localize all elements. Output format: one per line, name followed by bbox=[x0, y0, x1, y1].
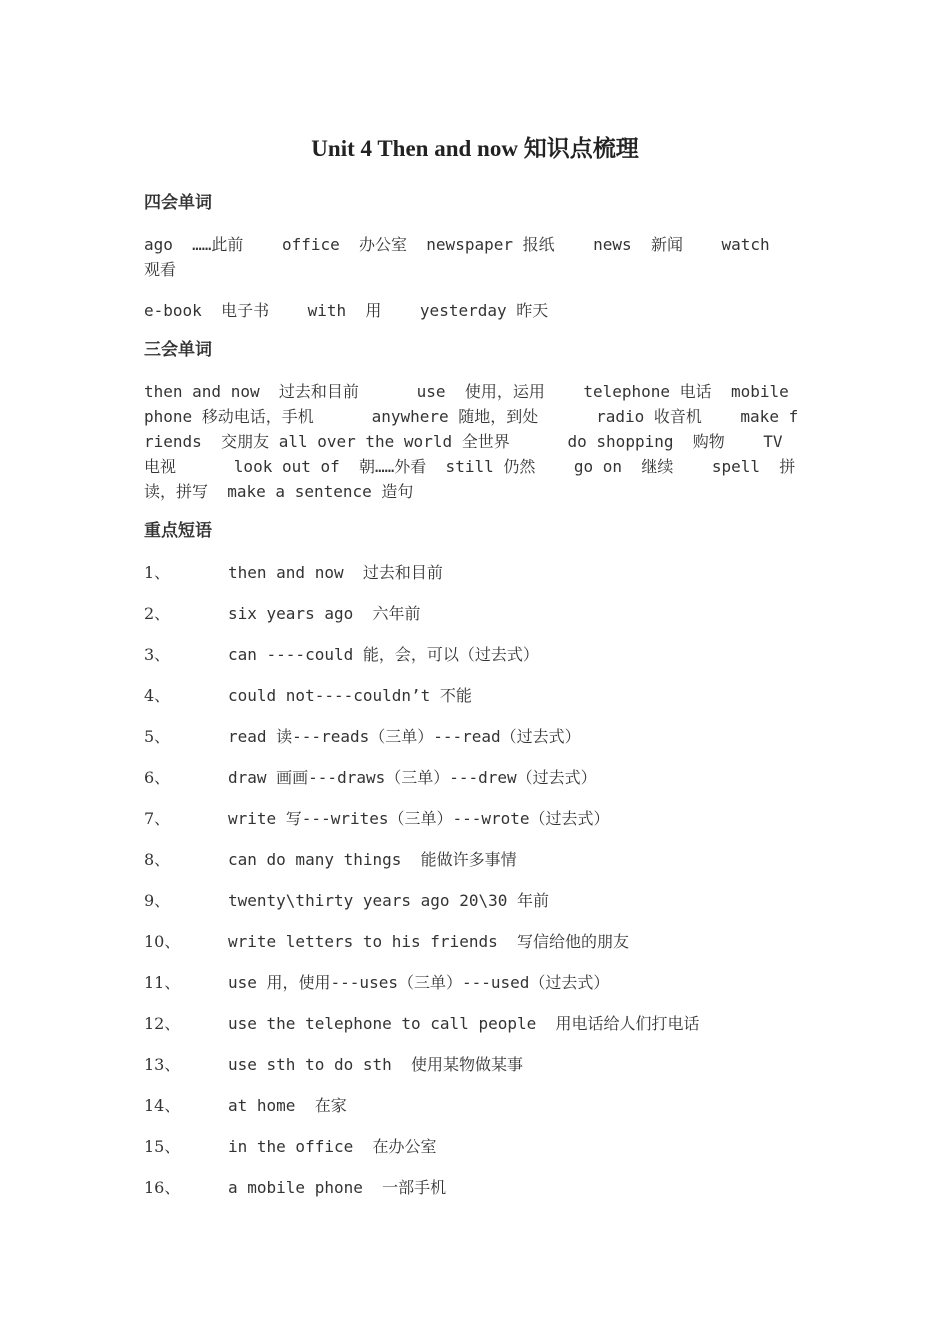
list-item bbox=[144, 1093, 844, 1118]
list-item bbox=[144, 806, 844, 831]
list-item-number: 5、 bbox=[144, 727, 171, 746]
list-item-number: 7、 bbox=[144, 809, 171, 828]
list-item-text: use 用，使用---uses（三单）---used（过去式） bbox=[228, 973, 610, 992]
list-item bbox=[144, 847, 844, 872]
list-item bbox=[144, 642, 844, 667]
list-item-text: write letters to his friends 写信给他的朋友 bbox=[228, 932, 629, 951]
list-item-text: twenty\thirty years ago 20\30 年前 bbox=[228, 891, 549, 910]
list-item-text: use sth to do sth 使用某物做某事 bbox=[228, 1055, 524, 1074]
list-item-number: 4、 bbox=[144, 686, 171, 705]
list-item bbox=[144, 765, 844, 790]
document-title: Unit 4 Then and now 知识点梳理 bbox=[311, 136, 639, 161]
list-item-number: 9、 bbox=[144, 891, 171, 910]
list-item-number: 16、 bbox=[144, 1178, 181, 1197]
list-item bbox=[144, 601, 844, 626]
four-skill-words-line-1: ago ……此前 office 办公室 newspaper 报纸 news 新闻 watch 观看 bbox=[144, 235, 789, 279]
section-heading-four-skill-words: 四会单词 bbox=[144, 193, 212, 213]
list-item-number: 11、 bbox=[144, 973, 181, 992]
list-item bbox=[144, 888, 844, 913]
list-item-number: 10、 bbox=[144, 932, 181, 951]
list-item bbox=[144, 1134, 844, 1159]
list-item-text: draw 画画---draws（三单）---drew（过去式） bbox=[228, 768, 597, 787]
list-item-text: in the office 在办公室 bbox=[228, 1137, 437, 1156]
section-heading-key-phrases: 重点短语 bbox=[144, 521, 212, 541]
list-item-text: at home 在家 bbox=[228, 1096, 347, 1115]
four-skill-words-line-2: e-book 电子书 with 用 yesterday 昨天 bbox=[144, 301, 549, 320]
list-item-number: 8、 bbox=[144, 850, 171, 869]
list-item bbox=[144, 1011, 844, 1036]
list-item-text: read 读---reads（三单）---read（过去式） bbox=[228, 727, 581, 746]
section-heading-three-skill-words: 三会单词 bbox=[144, 340, 212, 360]
list-item-number: 14、 bbox=[144, 1096, 181, 1115]
list-item-number: 12、 bbox=[144, 1014, 181, 1033]
list-item bbox=[144, 929, 844, 954]
list-item bbox=[144, 560, 844, 585]
list-item-number: 2、 bbox=[144, 604, 171, 623]
list-item bbox=[144, 683, 844, 708]
list-item bbox=[144, 1052, 844, 1077]
list-item-text: six years ago 六年前 bbox=[228, 604, 421, 623]
list-item-number: 15、 bbox=[144, 1137, 181, 1156]
list-item-text: then and now 过去和目前 bbox=[228, 563, 443, 582]
list-item-text: could not----couldn’t 不能 bbox=[228, 686, 472, 705]
three-skill-words-paragraph: then and now 过去和目前 use 使用，运用 telephone 电话 mobile phone 移动电话，手机 anywhere 随地，到处 radio 收音机 make friends 交朋友 all over the world 全世界 do shopping 购物 TV 电视 look out of 朝……外看 still 仍然 go on 继续 spell 拼读，拼写 make a sentence 造句 bbox=[144, 382, 802, 501]
list-item-number: 13、 bbox=[144, 1055, 181, 1074]
list-item-number: 1、 bbox=[144, 563, 171, 582]
list-item-number: 3、 bbox=[144, 645, 171, 664]
list-item-text: can ----could 能，会，可以（过去式） bbox=[228, 645, 539, 664]
list-item-text: can do many things 能做许多事情 bbox=[228, 850, 517, 869]
list-item-number: 6、 bbox=[144, 768, 171, 787]
list-item-text: write 写---writes（三单）---wrote（过去式） bbox=[228, 809, 610, 828]
list-item bbox=[144, 1175, 844, 1200]
list-item-text: use the telephone to call people 用电话给人们打电话 bbox=[228, 1014, 700, 1033]
list-item bbox=[144, 724, 844, 749]
list-item-text: a mobile phone 一部手机 bbox=[228, 1178, 447, 1197]
list-item bbox=[144, 970, 844, 995]
